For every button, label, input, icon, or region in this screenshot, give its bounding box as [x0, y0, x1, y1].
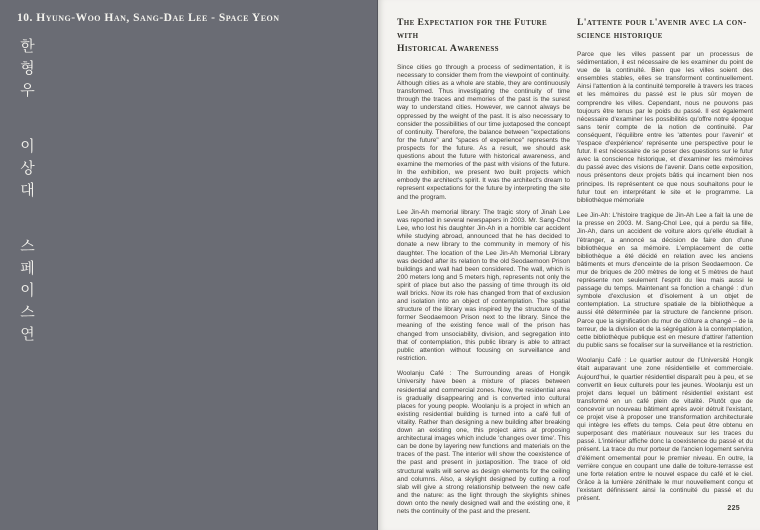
left-page — [0, 0, 378, 530]
column-english — [397, 16, 570, 530]
french-paragraph-intro: Parce que les villes passent par un processus de sédimentation, il est nécessaire de les examiner du point de vue de la continuité. Bien que les villes soient des ensembles stables, elles se transforment continuellement. Ainsi l'attention à la continuité temporelle à travers les traces et les mémoires du passé est le plus sûr moyen de comprendre les villes. Cependant, nous ne pouvons pas toujours être tenus par le poids du passé. Il est également nécessaire d'examiner les possibilités qu'offre notre époque sans tenir compte de la notion de continuité. Par conséquent, l'équilibre entre les 'attentes pour l'avenir' et 'l'espace d'expérience' représente une perspective pour le futur. Il est nécessaire de se poser des questions sur le futur avec la conscience historique, et d'examiner les mémoires du passé avec des visions de l'avenir. Dans cette exposition, nous présentons deux projets bâtis qui incarnent bien nos principes. Ils représentent ce que nous souhaitons pour le futur tout en interprétant le site et le programme. La bibliothèque mémoriale — [577, 51, 753, 204]
chapter-title: 10. Hyung-Woo Han, Sang-Dae Lee - Space Yeon — [17, 12, 280, 24]
english-heading-line-1: The Expectation for the Future with — [397, 17, 548, 41]
page-number: 225 — [727, 505, 740, 512]
french-heading — [577, 16, 753, 42]
french-paragraph-memorial-library: Lee Jin-Ah: L'histoire tragique de Jin-Ah Lee a fait la une de la presse en 2003. M. Sang-Chol Lee, qui a perdu sa fille, Jin-Ah, dans un accident de voiture alors qu'elle étudiait à l'étranger, a annoncé sa décision de faire don d'une bibliothèque en sa mémoire. L'emplacement de cette bibliothèque a été décidé en relation avec les anciens bâtiments et murs d'enceinte de la prison Seodaemoon. Ce mur de briques de 200 mètres de long et 5 mètres de haut représente non seulement l'esprit du lieu mais aussi le passage du temps. Maintenant sa fonction a changé : d'un symbole d'exclusion et d'isolement à un objet de contemplation. La structure spatiale de la bibliothèque a aussi été déterminée par la structure de l'ancienne prison. Parce que la signification du mur de clôture a changé – de la terreur, de la division et de la ségrégation à la contemplation, cette bibliothèque publique est en mesure d'attirer l'attention du public sans se focaliser sur la surveillance et la restriction. — [577, 212, 753, 349]
french-paragraph-cafe: Woolanju Café : Le quartier autour de l'Université Hongik était auparavant une zone résidentielle et commerciale. Aujourd'hui, le quartier résidentiel disparaît peu à peu, et se convertit en lieux culturels pour les jeunes. Woolanju est un projet dans lequel un bâtiment résidentiel existant est transformé en un café plein de vitalité. Plutôt que de concevoir un nouveau bâtiment après avoir détruit l'existant, ce projet vise à proposer une transformation architecturale qui intègre les effets du temps. Cela peut être obtenu en superposant des matériaux nouveaux sur les traces du passé. L'intérieur affiche donc la coexistence du passé et du présent. La trace du mur porteur de l'ancien logement servira d'élément ornemental pour le premier niveau. En outre, la verrière conçue en coupant une dalle de toiture-terrasse est une forte relation entre le nouvel espace du café et le ciel. Grâce à la lumière zénithale le mur nouvellement conçu et l'existant définissent ainsi la continuité du passé et du présent. — [577, 357, 753, 502]
english-paragraph-intro: Since cities go through a process of sedimentation, it is necessary to consider them from the viewpoint of continuity. Although cities as a whole are stable, they are continuously transformed. Thus investigating the continuity of time through the traces and memories of the past is the surest way to understand cities. However, we cannot always be oppressed by the weight of the past. It is also necessary to consider the possibilities of our time juxtaposed the concept of continuity. Therefore, the balance between "expectations for the future" and "spaces of experience" represents the prospects for the future. As a result, we should ask questions about the future with historical awareness, and examine the memories of the past with visions of the future. In the exhibition, we present two built projects which embody the architect's spirit. It was the architect's dream to represent expectations for the future by interpreting the site and the program. — [397, 64, 570, 201]
korean-name-lee-sang-dae: 이상대 — [18, 138, 34, 204]
english-paragraph-cafe: Woolanju Café : The Surrounding areas of Hongik University have been a mixture of places between residential and commercial zones. Now, the residential area is gradually disappearing and is converted into cultural places for young people. Woolanju is a project in which an existing residential building is turned into a café full of vitality. Rather than designing a new building after breaking down an existing one, this project aims at proposing architectural images which include 'changes over time'. This can be done by layering new functions and materials on the traces of the past. The interior will show the coexistence of the past and present in juxtaposition. The trace of old structural walls will serve as design elements for the ceiling and columns. Also, a skylight designed by cutting a roof slab will give a strong relationship between the new cafe and the nature: as the light through the skylights shines down onto the newly designed wall and the existing one, it nets the continuity of the past and the present. — [397, 370, 570, 515]
english-heading-line-2: Historical Awareness — [397, 43, 499, 54]
column-french — [577, 16, 753, 530]
right-page — [378, 0, 760, 530]
english-paragraph-memorial-library: Lee Jin-Ah memorial library: The tragic story of Jinah Lee was reported in several newspapers in 2003. Mr. Sang-Chol Lee, who lost his daughter Jin-Ah in a horrible car accident while studying abroad, announced that he has decided to donate a new library to the community in memory of his daughter. The location of the Lee Jin-Ah Memorial Library was decided after its relation to the old Seodaemoon Prison buildings and wall had been considered. The wall, which is 200 meters long and 5 meters high, represents not only the spirit of place but also the passing of time through its old wall bricks. Now its role has changed from that of exclusion and isolation into an object of contemplation. The spatial structure of the library was inspired by the structure of the former Seodaemoon Prison next to the library. Since the meaning of the existing fence wall of the prison has changed from unsociability, division, and segregation into that of contemplation, this public library is able to attract public attention without focusing on surveillance and restriction. — [397, 209, 570, 362]
french-heading-line-2: science historique — [577, 30, 663, 41]
korean-name-han-hyung-woo: 한형우 — [18, 38, 34, 104]
french-heading-line-1: L'attente pour l'avenir avec la con- — [577, 17, 747, 28]
korean-vertical-title — [16, 38, 37, 508]
english-heading — [397, 16, 570, 55]
korean-studio-space-yeon: 스페이스연 — [18, 238, 34, 348]
